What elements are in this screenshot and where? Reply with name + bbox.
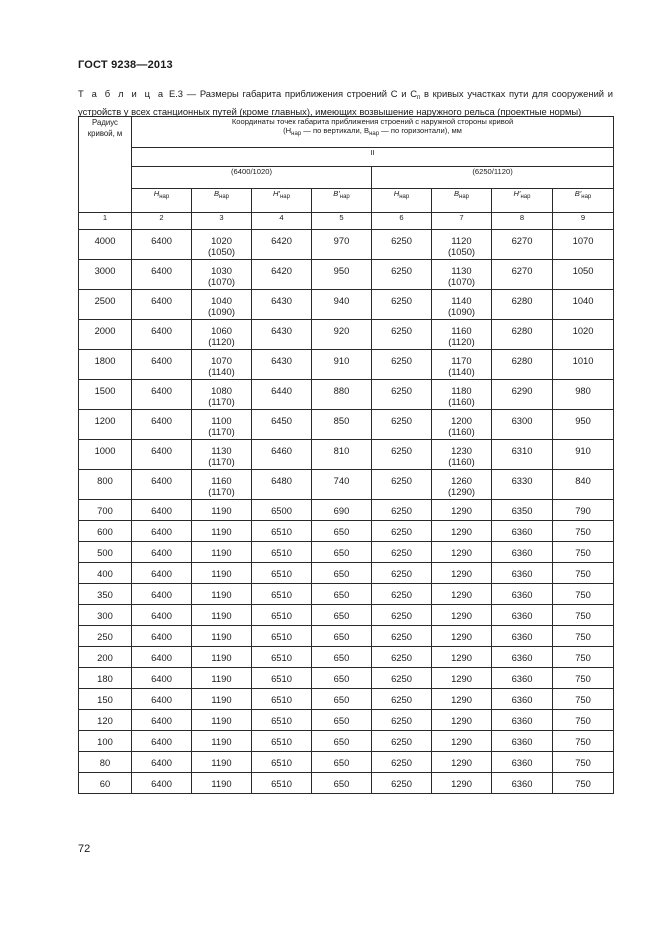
table-cell: 650	[312, 521, 372, 542]
table-cell: 750	[553, 542, 614, 563]
table-cell: 1290	[432, 563, 492, 584]
table-row	[79, 350, 614, 380]
table-cell: 750	[553, 605, 614, 626]
table-cell: 6450	[252, 410, 312, 440]
table-row	[79, 605, 614, 626]
table-cell: 910	[312, 350, 372, 380]
table-cell: 350	[79, 584, 132, 605]
table-cell: 750	[553, 710, 614, 731]
table-cell: 750	[553, 563, 614, 584]
table-cell: 1290	[432, 584, 492, 605]
table-cell: 6510	[252, 605, 312, 626]
table-cell: 6360	[492, 752, 553, 773]
table-cell: 6360	[492, 521, 553, 542]
table-cell: 1190	[192, 500, 252, 521]
table-cell: 6400	[132, 710, 192, 731]
table-cell: 6360	[492, 647, 553, 668]
table-cell: 1190	[192, 563, 252, 584]
table-cell: 6400	[132, 470, 192, 500]
table-row	[79, 689, 614, 710]
radius-header-line1: Радиус	[92, 118, 118, 127]
table-cell: 1130 (1170)	[192, 440, 252, 470]
table-cell: 650	[312, 542, 372, 563]
table-row	[79, 521, 614, 542]
table-row	[79, 731, 614, 752]
table-cell: 1290	[432, 668, 492, 689]
table-cell: 1290	[432, 542, 492, 563]
table-cell: 6250	[372, 668, 432, 689]
group-header: II	[132, 148, 614, 167]
table-cell: 6270	[492, 230, 553, 260]
table-cell: 1190	[192, 542, 252, 563]
column-number-2: 2	[132, 213, 192, 230]
table-cell: 750	[553, 626, 614, 647]
table-cell: 6400	[132, 647, 192, 668]
table-cell: 650	[312, 731, 372, 752]
table-cell: 750	[553, 647, 614, 668]
table-cell: 6360	[492, 584, 553, 605]
table-cell: 200	[79, 647, 132, 668]
table-cell: 750	[553, 584, 614, 605]
table-cell: 790	[553, 500, 614, 521]
table-cell: 650	[312, 668, 372, 689]
column-symbol-8: $H'_{нар}$	[492, 189, 553, 213]
table-cell: 6510	[252, 647, 312, 668]
table-cell: 6310	[492, 440, 553, 470]
table-cell: 6400	[132, 380, 192, 410]
table-cell: 1500	[79, 380, 132, 410]
table-cell: 1070	[553, 230, 614, 260]
table-row	[79, 260, 614, 290]
table-cell: 6510	[252, 563, 312, 584]
column-number-1: 1	[79, 213, 132, 230]
table-cell: 6480	[252, 470, 312, 500]
table-cell: 6330	[492, 470, 553, 500]
table-cell: 1140 (1090)	[432, 290, 492, 320]
table-cell: 1200 (1160)	[432, 410, 492, 440]
table-cell: 1040	[553, 290, 614, 320]
table-cell: 840	[553, 470, 614, 500]
table-cell: 400	[79, 563, 132, 584]
column-number-8: 8	[492, 213, 553, 230]
column-number-6: 6	[372, 213, 432, 230]
table-row	[79, 773, 614, 794]
table-row	[79, 626, 614, 647]
table-cell: 1290	[432, 710, 492, 731]
table-cell: 6510	[252, 521, 312, 542]
table-cell: 6250	[372, 563, 432, 584]
table-cell: 6290	[492, 380, 553, 410]
table-cell: 1130 (1070)	[432, 260, 492, 290]
table-cell: 1260 (1290)	[432, 470, 492, 500]
table-cell: 980	[553, 380, 614, 410]
table-cell: 6250	[372, 230, 432, 260]
table-cell: 6350	[492, 500, 553, 521]
table-cell: 650	[312, 710, 372, 731]
table-row	[79, 410, 614, 440]
table-cell: 850	[312, 410, 372, 440]
table-cell: 1030 (1070)	[192, 260, 252, 290]
column-symbol-6: $H_{нар}$	[372, 189, 432, 213]
dimensions-table	[78, 116, 614, 794]
column-symbol-9: $B'_{нар}$	[553, 189, 614, 213]
table-cell: 950	[553, 410, 614, 440]
table-row	[79, 320, 614, 350]
table-cell: 1080 (1170)	[192, 380, 252, 410]
table-row	[79, 563, 614, 584]
table-cell: 1020	[553, 320, 614, 350]
table-cell: 6510	[252, 731, 312, 752]
table-cell: 6510	[252, 752, 312, 773]
caption-text: Е.3 — Размеры габарита приближения строений C и C	[165, 88, 417, 99]
document-code: ГОСТ 9238—2013	[78, 59, 173, 71]
coords-header-line2: ($H_{нар}$ — по вертикали, $B_{нар}$ — по горизонтали), мм	[283, 126, 462, 137]
table-cell: 6400	[132, 440, 192, 470]
column-number-5: 5	[312, 213, 372, 230]
table-cell: 750	[553, 521, 614, 542]
table-cell: 6400	[132, 584, 192, 605]
table-cell: 970	[312, 230, 372, 260]
table-cell: 1290	[432, 626, 492, 647]
table-row	[79, 752, 614, 773]
radius-header-line2: кривой, м	[87, 129, 123, 138]
table-cell: 1190	[192, 731, 252, 752]
table-cell: 650	[312, 773, 372, 794]
table-cell: 750	[553, 668, 614, 689]
table-cell: 250	[79, 626, 132, 647]
table-cell: 6430	[252, 350, 312, 380]
table-cell: 6250	[372, 647, 432, 668]
table-cell: 6400	[132, 731, 192, 752]
table-cell: 6250	[372, 710, 432, 731]
table-cell: 6360	[492, 668, 553, 689]
table-cell: 6400	[132, 563, 192, 584]
table-cell: 150	[79, 689, 132, 710]
table-row	[79, 647, 614, 668]
table-cell: 6510	[252, 668, 312, 689]
table-cell: 6400	[132, 410, 192, 440]
table-cell: 1190	[192, 584, 252, 605]
table-cell: 6400	[132, 230, 192, 260]
table-cell: 650	[312, 689, 372, 710]
table-cell: 1000	[79, 440, 132, 470]
table-cell: 6400	[132, 320, 192, 350]
table-cell: 6430	[252, 290, 312, 320]
table-cell: 910	[553, 440, 614, 470]
table-cell: 6250	[372, 440, 432, 470]
table-cell: 1190	[192, 710, 252, 731]
table-cell: 6420	[252, 260, 312, 290]
page-number: 72	[78, 843, 91, 855]
table-cell: 1190	[192, 647, 252, 668]
table-cell: 6250	[372, 350, 432, 380]
table-cell: 810	[312, 440, 372, 470]
table-cell: 6360	[492, 626, 553, 647]
table-cell: 1040 (1090)	[192, 290, 252, 320]
table-cell: 750	[553, 689, 614, 710]
table-cell: 6500	[252, 500, 312, 521]
table-cell: 1290	[432, 752, 492, 773]
table-cell: 600	[79, 521, 132, 542]
table-cell: 6270	[492, 260, 553, 290]
table-row	[79, 470, 614, 500]
table-cell: 750	[553, 752, 614, 773]
caption-rest: в кривых участках пути для сооружений и устройств у всех станционных путей (кроме главных), имеющих возвышение наружного рельса (проектные нормы)	[78, 88, 613, 117]
table-cell: 1160 (1170)	[192, 470, 252, 500]
table-cell: 1190	[192, 752, 252, 773]
table-cell: 6280	[492, 350, 553, 380]
column-number-9: 9	[553, 213, 614, 230]
table-cell: 3000	[79, 260, 132, 290]
table-cell: 1120 (1050)	[432, 230, 492, 260]
column-symbol-3: $B_{нар}$	[192, 189, 252, 213]
table-cell: 1800	[79, 350, 132, 380]
table-cell: 1160 (1120)	[432, 320, 492, 350]
table-cell: 6400	[132, 668, 192, 689]
table-cell: 650	[312, 626, 372, 647]
table-cell: 1020 (1050)	[192, 230, 252, 260]
subgroup-left-header: (6400/1020)	[132, 167, 372, 189]
table-cell: 650	[312, 605, 372, 626]
table-cell: 4000	[79, 230, 132, 260]
table-cell: 6440	[252, 380, 312, 410]
table-cell: 300	[79, 605, 132, 626]
table-cell: 6250	[372, 626, 432, 647]
table-cell: 940	[312, 290, 372, 320]
table-cell: 750	[553, 773, 614, 794]
table-cell: 1060 (1120)	[192, 320, 252, 350]
table-cell: 6400	[132, 500, 192, 521]
table-cell: 6360	[492, 731, 553, 752]
table-cell: 6360	[492, 773, 553, 794]
table-cell: 6250	[372, 470, 432, 500]
table-cell: 6400	[132, 773, 192, 794]
table-cell: 1290	[432, 500, 492, 521]
table-cell: 6400	[132, 689, 192, 710]
table-cell: 2500	[79, 290, 132, 320]
table-cell: 6250	[372, 752, 432, 773]
table-cell: 1180 (1160)	[432, 380, 492, 410]
column-symbol-7: $B_{нар}$	[432, 189, 492, 213]
table-cell: 6250	[372, 521, 432, 542]
table-cell: 1100 (1170)	[192, 410, 252, 440]
column-number-4: 4	[252, 213, 312, 230]
table-cell: 100	[79, 731, 132, 752]
table-row	[79, 668, 614, 689]
column-symbol-2: $H_{нар}$	[132, 189, 192, 213]
table-cell: 650	[312, 584, 372, 605]
table-cell: 750	[553, 731, 614, 752]
table-cell: 6510	[252, 626, 312, 647]
subgroup-right-header: (6250/1120)	[372, 167, 614, 189]
table-cell: 6510	[252, 542, 312, 563]
table-cell: 6300	[492, 410, 553, 440]
table-cell: 120	[79, 710, 132, 731]
table-cell: 6360	[492, 542, 553, 563]
table-cell: 6250	[372, 773, 432, 794]
table-cell: 1050	[553, 260, 614, 290]
table-row	[79, 230, 614, 260]
table-cell: 6360	[492, 689, 553, 710]
table-cell: 6250	[372, 605, 432, 626]
table-cell: 1290	[432, 647, 492, 668]
table-cell: 1070 (1140)	[192, 350, 252, 380]
table-cell: 6400	[132, 542, 192, 563]
table-cell: 650	[312, 647, 372, 668]
table-cell: 1190	[192, 521, 252, 542]
table-cell: 1290	[432, 689, 492, 710]
table-cell: 1230 (1160)	[432, 440, 492, 470]
table-cell: 1190	[192, 668, 252, 689]
table-row	[79, 542, 614, 563]
table-cell: 6400	[132, 605, 192, 626]
coords-header	[132, 117, 614, 148]
table-cell: 880	[312, 380, 372, 410]
table-cell: 1170 (1140)	[432, 350, 492, 380]
table-cell: 6400	[132, 260, 192, 290]
table-cell: 6460	[252, 440, 312, 470]
table-cell: 6360	[492, 563, 553, 584]
table-cell: 1290	[432, 521, 492, 542]
table-cell: 80	[79, 752, 132, 773]
table-cell: 6400	[132, 752, 192, 773]
table-cell: 1190	[192, 605, 252, 626]
table-cell: 6400	[132, 290, 192, 320]
table-row	[79, 290, 614, 320]
table-cell: 2000	[79, 320, 132, 350]
table-cell: 6250	[372, 380, 432, 410]
table-cell: 1200	[79, 410, 132, 440]
table-cell: 6250	[372, 689, 432, 710]
table-cell: 6430	[252, 320, 312, 350]
table-cell: 6360	[492, 605, 553, 626]
table-cell: 1190	[192, 626, 252, 647]
table-cell: 6400	[132, 626, 192, 647]
table-cell: 6250	[372, 500, 432, 521]
table-cell: 6360	[492, 710, 553, 731]
table-cell: 700	[79, 500, 132, 521]
table-cell: 740	[312, 470, 372, 500]
table-cell: 950	[312, 260, 372, 290]
table-row	[79, 710, 614, 731]
table-row	[79, 584, 614, 605]
table-cell: 6400	[132, 350, 192, 380]
table-cell: 1010	[553, 350, 614, 380]
table-cell: 6250	[372, 542, 432, 563]
table-row	[79, 380, 614, 410]
table-cell: 650	[312, 752, 372, 773]
table-cell: 920	[312, 320, 372, 350]
table-cell: 1290	[432, 773, 492, 794]
table-cell: 6280	[492, 290, 553, 320]
radius-header	[79, 117, 132, 213]
caption-subscript: п	[416, 95, 421, 101]
table-cell: 1290	[432, 731, 492, 752]
table-cell: 1190	[192, 773, 252, 794]
table-cell: 6250	[372, 584, 432, 605]
column-number-3: 3	[192, 213, 252, 230]
table-cell: 1290	[432, 605, 492, 626]
table-row	[79, 500, 614, 521]
table-cell: 800	[79, 470, 132, 500]
table-cell: 500	[79, 542, 132, 563]
column-symbol-4: $H'_{нар}$	[252, 189, 312, 213]
table-cell: 6510	[252, 773, 312, 794]
table-cell: 6400	[132, 521, 192, 542]
table-cell: 6510	[252, 710, 312, 731]
caption-prefix: Т а б л и ц а	[78, 88, 166, 99]
table-cell: 6250	[372, 260, 432, 290]
table-cell: 690	[312, 500, 372, 521]
table-cell: 6510	[252, 689, 312, 710]
table-cell: 180	[79, 668, 132, 689]
table-cell: 60	[79, 773, 132, 794]
table-cell: 1190	[192, 689, 252, 710]
column-symbol-5: $B'_{нар}$	[312, 189, 372, 213]
table-cell: 6250	[372, 320, 432, 350]
table-cell: 650	[312, 563, 372, 584]
column-number-7: 7	[432, 213, 492, 230]
coords-header-line1: Координаты точек габарита приближения строений с наружной стороны кривой	[231, 117, 514, 126]
table-caption	[78, 87, 613, 118]
table-cell: 6420	[252, 230, 312, 260]
table-cell: 6280	[492, 320, 553, 350]
table-cell: 6250	[372, 290, 432, 320]
table-cell: 6510	[252, 584, 312, 605]
table-cell: 6250	[372, 731, 432, 752]
table-row	[79, 440, 614, 470]
table-cell: 6250	[372, 410, 432, 440]
